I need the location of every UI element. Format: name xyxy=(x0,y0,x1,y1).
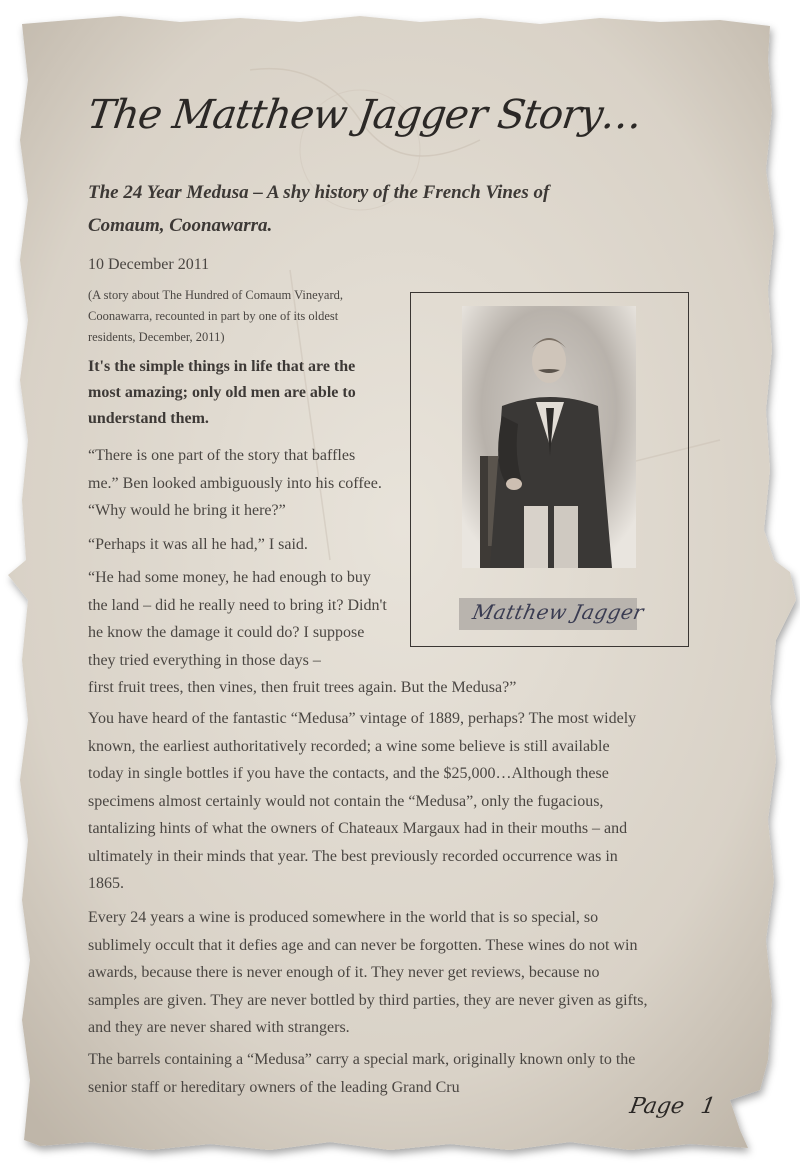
article-subtitle: The 24 Year Medusa – A shy history of the French Vines of Comaum, Coonawarra. xyxy=(88,182,550,236)
article-note: (A story about The Hundred of Comaum Vineyard, Coonawarra, recounted in part by one of its oldest residents, December, 2011) xyxy=(88,288,343,344)
article-date: 10 December 2011 xyxy=(88,256,210,273)
paragraph: You have heard of the fantastic “Medusa” vintage of 1889, perhaps? The most widely known, the earliest authoritatively recorded; a wine some believe is still available today in single bottles if you have the contacts, and the $25,000…Although these specimens almost certainly would not contain the “Medusa”, only the fugacious, tantalizing hints of what the owners of Chateaux Margaux had in their mouths – and ultimately in their minds that year. The best previously recorded occurrence was in 1865. xyxy=(88,710,637,892)
lead-paragraph: It's the simple things in life that are the most amazing; only old men are able to understand them. xyxy=(88,358,356,427)
portrait-photo xyxy=(462,306,636,568)
paragraph: “He had some money, he had enough to buy the land – did he really need to bring it? Didn't he know the damage it could do? I suppose they tried everything in those days – xyxy=(88,569,387,669)
paragraph: “There is one part of the story that baffles me.” Ben looked ambiguously into his coffee. “Why would he bring it here?” xyxy=(88,447,382,519)
page-title: The Matthew Jagger Story… xyxy=(84,92,645,138)
paragraph: The barrels containing a “Medusa” carry a special mark, originally known only to the senior staff or hereditary owners of the leading Grand Cru xyxy=(88,1051,636,1096)
page-number: Page 1 xyxy=(627,1094,718,1119)
paragraph: first fruit trees, then vines, then fruit trees again. But the Medusa?” xyxy=(88,679,517,696)
signature-text: Matthew Jagger xyxy=(470,600,647,624)
signature-box xyxy=(459,598,647,630)
photo-frame xyxy=(410,292,689,647)
paragraph: “Perhaps it was all he had,” I said. xyxy=(88,536,308,553)
paragraph: Every 24 years a wine is produced somewhere in the world that is so special, so sublimely occult that it defies age and can never be forgotten. These wines do not win awards, because there is never enough of it. They never get reviews, because no samples are given. They are never bottled by third parties, they are never given as gifts, and they are never shared with strangers. xyxy=(88,909,648,1036)
